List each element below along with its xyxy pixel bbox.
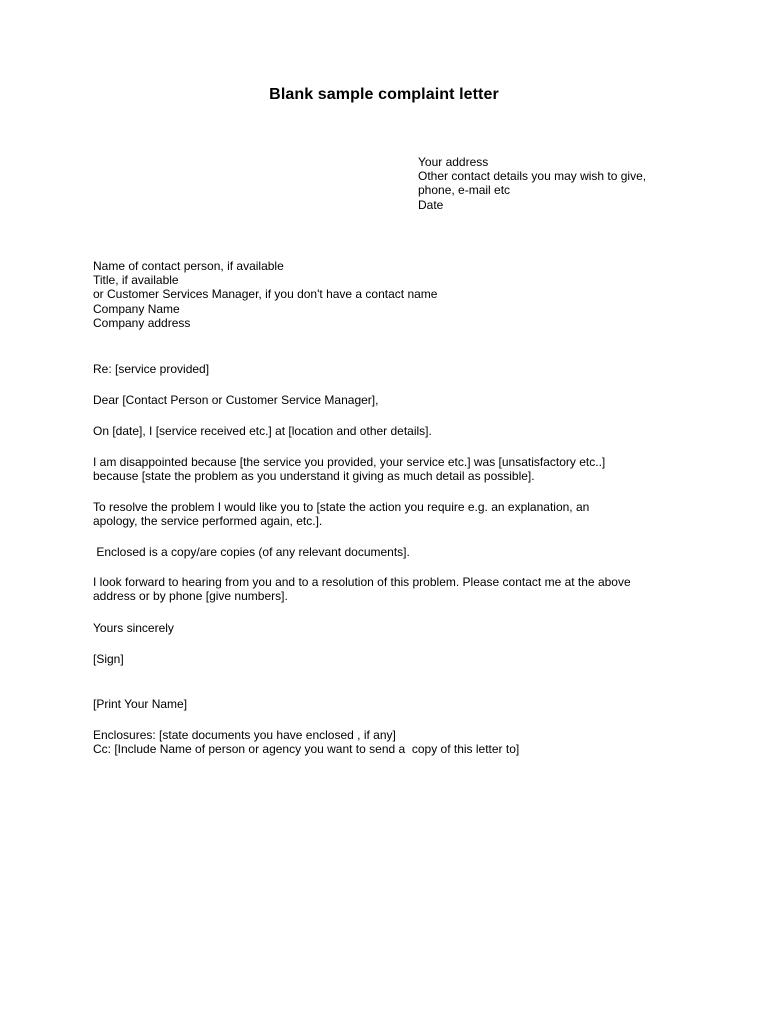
- sender-date-line: Date: [418, 197, 444, 212]
- recipient-address-block: [93, 259, 437, 330]
- sender-contact-line: Other contact details you may wish to give,: [418, 169, 647, 184]
- print-name-placeholder: [Print Your Name]: [93, 697, 188, 711]
- paragraph-line: I am disappointed because [the service you provided, your service etc.] was [unsatisfactory etc..]: [93, 455, 606, 469]
- paragraph-line: apology, the service performed again, etc.].: [93, 514, 323, 529]
- recipient-line: Title, if available: [93, 273, 179, 288]
- recipient-line: Company Name: [93, 301, 180, 316]
- signature-placeholder: [Sign]: [93, 652, 124, 666]
- paragraph-resolution: [93, 500, 589, 528]
- recipient-line: Name of contact person, if available: [93, 259, 284, 273]
- paragraph-line: I look forward to hearing from you and to a resolution of this problem. Please contact me at the above: [93, 575, 631, 589]
- letter-title: Blank sample complaint letter: [269, 86, 499, 103]
- enclosures-line: Enclosures: [state documents you have enclosed , if any]: [93, 728, 396, 742]
- recipient-line: Company address: [93, 315, 191, 330]
- recipient-line: or Customer Services Manager, if you don't have a contact name: [93, 287, 438, 302]
- paragraph-enclosed: Enclosed is a copy/are copies (of any relevant documents].: [93, 545, 410, 559]
- paragraph-closing-request: [93, 575, 631, 603]
- closing: Yours sincerely: [93, 621, 174, 635]
- paragraph-problem: [93, 455, 605, 483]
- salutation: Dear [Contact Person or Customer Service Manager],: [93, 393, 379, 407]
- sender-contact-line: phone, e-mail etc: [418, 183, 511, 198]
- paragraph-date: On [date], I [service received etc.] at [location and other details].: [93, 424, 432, 438]
- sender-address-block: [418, 155, 646, 212]
- paragraph-line: address or by phone [give numbers].: [93, 589, 288, 604]
- paragraph-line: because [state the problem as you understand it giving as much detail as possible].: [93, 469, 535, 484]
- sender-address-line: Your address: [418, 155, 489, 169]
- cc-line: Cc: [Include Name of person or agency you want to send a copy of this letter to]: [93, 742, 520, 756]
- paragraph-line: To resolve the problem I would like you to [state the action you require e.g. an explanation, an: [93, 500, 590, 514]
- reference-line: Re: [service provided]: [93, 362, 210, 376]
